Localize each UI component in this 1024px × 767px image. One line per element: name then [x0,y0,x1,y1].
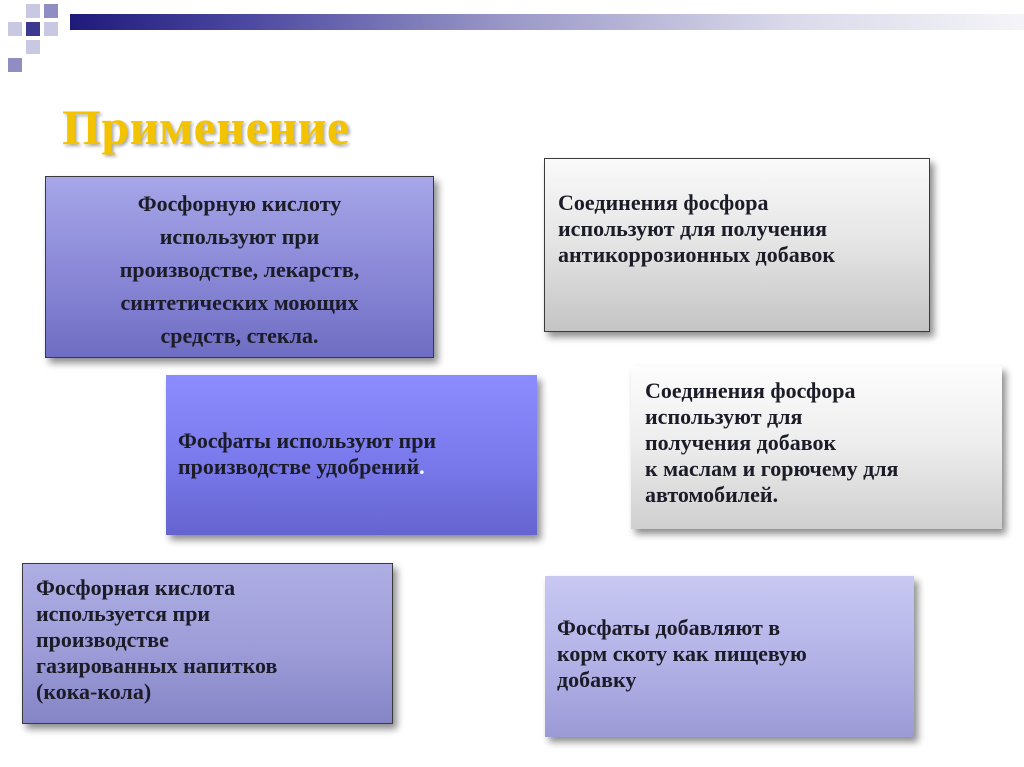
box-text: Соединения фосфора используют для получения добавок к маслам и горючему для автомобилей. [645,378,899,507]
decor-square [44,22,58,36]
decor-square [26,22,40,36]
text-box-fertilizers [166,375,537,535]
box-text: Фосфаты добавляют в корм скоту как пищевую добавку [557,615,807,692]
decor-square [8,58,22,72]
decor-square [8,22,22,36]
decor-square [44,4,58,18]
box-text [178,428,527,480]
text-box-anticorrosion-additives [544,158,930,332]
text-box-livestock-feed [545,576,914,737]
box-text-trailing-dot: . [419,454,425,479]
box-text: Фосфорная кислота используется при производстве газированных напитков (кока-кола) [36,575,278,704]
slide-title: Применение [62,99,350,155]
decor-square [26,4,40,18]
box-text-main: Фосфаты используют при производстве удобрений [178,428,437,479]
box-text: Соединения фосфора используют для получения антикоррозионных добавок [558,190,836,267]
text-box-phosphoric-acid-uses [45,176,434,358]
text-box-carbonated-drinks [22,563,393,724]
text-box-oil-fuel-additives [631,366,1002,529]
box-text: Фосфорную кислоту используют при производстве, лекарств, синтетических моющих средств, стекла. [119,191,360,348]
header-gradient-bar [70,14,1024,30]
decor-square [26,40,40,54]
